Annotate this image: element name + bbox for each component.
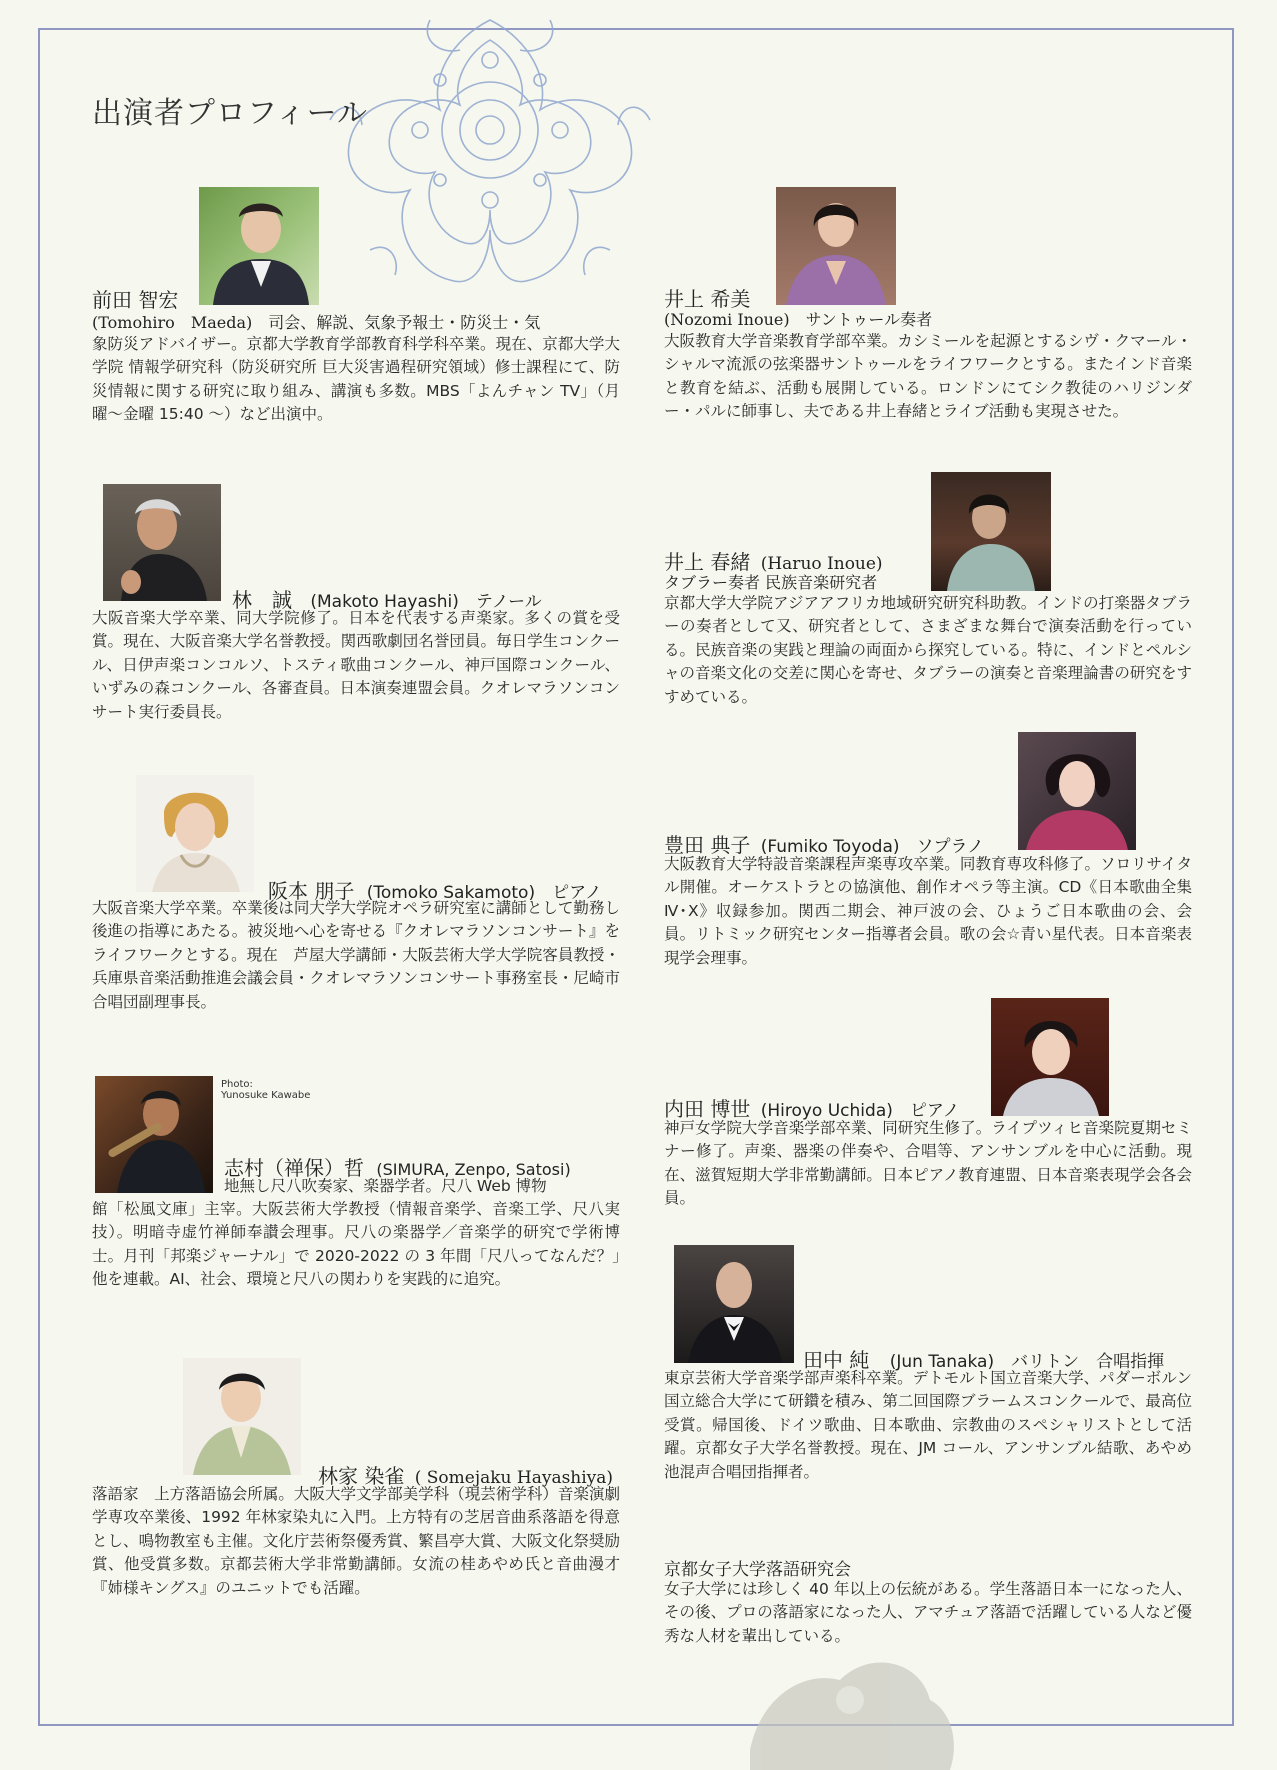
photo-nozomi [776, 187, 896, 305]
name-tanaka: 田中 純 [803, 1348, 870, 1372]
role-sakamoto: (Tomoko Sakamoto) ピアノ [366, 883, 602, 903]
subtitle-haruo: タブラー奏者 民族音楽研究者 [664, 573, 878, 592]
bird-ornament [720, 1640, 980, 1770]
photo-shimura [95, 1076, 213, 1193]
bio-shimura: 館「松風文庫」主宰。大阪芸術大学教授（情報音楽学、音楽工学、尺八実技）。明暗寺虚竹禅師奉讃会理事。尺八の楽器学／音楽学的研究で学術博士。月刊「邦楽ジャーナル」で 2020-2022 の 3 年間「尺八ってなんだ？」他を連載。AI、社会、環境と尺八の関わりを実践的に追究。 [92, 1200, 620, 1289]
photo-tanaka [674, 1245, 794, 1363]
name-rakugo-club: 京都女子大学落語研究会 [664, 1560, 851, 1580]
photo-uchida [991, 998, 1109, 1116]
photo-hayashi [103, 484, 221, 601]
subtitle-maeda: (Tomohiro Maeda) 司会、解説、気象予報士・防災士・気 [92, 313, 541, 332]
name-somejaku: 林家 染雀 [318, 1464, 405, 1488]
photo-maeda [199, 187, 319, 305]
photo-somejaku [183, 1358, 301, 1475]
role-tanaka: (Jun Tanaka) バリトン 合唱指揮 [889, 1352, 1165, 1372]
bio-maeda: 象防災アドバイザー。京都大学教育学部教育科学科卒業。現在、京都大学大学院 情報学研究科（防災研究所 巨大災害過程研究領域）修士課程にて、防災情報に関する研究に取り組み、講演も多数。MBS「よんチャン TV」（月曜〜金曜 15:40 〜）など出演中。 [92, 335, 620, 424]
bio-sakamoto: 大阪音楽大学卒業。卒業後は同大学大学院オペラ研究室に講師として勤務し後進の指導にあたる。被災地へ心を寄せる『クオレマラソンコンサート』をライフワークとする。現在 芦屋大学講師・大阪芸術大学大学院客員教授・兵庫県音楽活動推進会議会員・クオレマラソンコンサート事務室長・尼崎市合唱団副理事長。 [92, 899, 620, 1011]
role-toyoda: (Fumiko Toyoda) ソプラノ [760, 837, 984, 857]
bio-uchida: 神戸女学院大学音楽学部卒業、同研究生修了。ライプツィヒ音楽院夏期セミナー修了。声楽、器楽の伴奏や、合唱等、アンサンブルを中心に活動。現在、滋賀短期大学非常勤講師。日本ピアノ教育連盟、日本音楽表現学会各会員。 [664, 1119, 1192, 1208]
name-haruo: 井上 春緒 [664, 550, 751, 574]
mandala-ornament [300, 0, 720, 310]
bio-haruo: 京都大学大学院アジアアフリカ地域研究研究科助教。インドの打楽器タブラーの奏者として又、研究者として、さまざまな舞台で演奏活動を行っている。民族音楽の実践と理論の両面から探究している。特に、インドとペルシャの音楽文化の交差に関心を寄せ、タブラーの演奏と音楽理論書の研究をすすめている。 [664, 594, 1192, 706]
name-maeda: 前田 智宏 [92, 288, 179, 312]
photo-haruo [931, 472, 1051, 591]
bio-toyoda: 大阪教育大学特設音楽課程声楽専攻卒業。同教育専攻科修了。ソロリサイタル開催。オーケストラとの協演他、創作オペラ等主演。CD《日本歌曲全集Ⅳ･Ⅹ》収録参加。関西二期会、神戸波の会、ひょうご日本歌曲の会、会員。リトミック研究センター指導者会員。歌の会☆青い星代表。日本音楽表現学会理事。 [664, 855, 1192, 967]
name-toyoda: 豊田 典子 [664, 833, 751, 857]
role-hayashi: (Makoto Hayashi) テノール [310, 592, 542, 612]
bio-hayashi: 大阪音楽大学卒業、同大学院修了。日本を代表する声楽家。多くの賞を受賞。現在、大阪音楽大学名誉教授。関西歌劇団名誉団員。毎日学生コンクール、日伊声楽コンコルソ、トスティ歌曲コンクール、神戸国際コンクール、いずみの森コンクール、各審査員。日本演奏連盟会員。クオレマラソンコンサート実行委員長。 [92, 609, 620, 721]
page-title: 出演者プロフィール [92, 96, 368, 131]
name-sakamoto: 阪本 朋子 [268, 879, 355, 903]
photo-credit-label: Photo: [221, 1079, 253, 1090]
bio-nozomi: 大阪教育大学音楽教育学部卒業。カシミールを起源とするシヴ・クマール・シャルマ流派の弦楽器サントゥールをライフワークとする。またインド音楽と教育を結ぶ、活動も展開している。ロンドンにてシク教徒のハリジンダー・パルに師事し、夫である井上春緒とライブ活動も実現させた。 [664, 332, 1192, 421]
subtitle-nozomi: (Nozomi Inoue) サントゥール奏者 [664, 310, 933, 329]
name-uchida: 内田 博世 [664, 1097, 751, 1121]
bio-shimura-first: 地無し尺八吹奏家、楽器学者。尺八 Web 博物 [224, 1177, 547, 1195]
role-haruo: (Haruo Inoue) [760, 554, 883, 574]
bio-somejaku: 落語家 上方落語協会所属。大阪大学文学部美学科（現芸術学科）音楽演劇学専攻卒業後、1992 年林家染丸に入門。上方特有の芝居音曲系落語を得意とし、鳴物教室も主催。文化庁芸術祭優秀賞、繁昌亭大賞、大阪文化祭奨励賞、他受賞多数。京都芸術大学非常勤講師。女流の桂あやめ氏と音曲漫才『姉様キングス』のユニットでも活躍。 [92, 1485, 620, 1597]
name-nozomi: 井上 希美 [664, 287, 751, 311]
bio-rakugo-club: 女子大学には珍しく 40 年以上の伝統がある。学生落語日本一になった人、その後、プロの落語家になった人、アマチュア落語で活躍している人など優秀な人材を輩出している。 [664, 1580, 1192, 1645]
photo-sakamoto [136, 775, 254, 892]
photo-credit-name: Yunosuke Kawabe [221, 1090, 311, 1101]
name-hayashi: 林 誠 [232, 588, 292, 612]
role-uchida: (Hiroyo Uchida) ピアノ [760, 1101, 960, 1121]
role-somejaku: ( Somejaku Hayashiya) [414, 1468, 614, 1488]
name-shimura: 志村（禅保）哲 [224, 1156, 364, 1180]
photo-toyoda [1018, 732, 1136, 850]
bio-tanaka: 東京芸術大学音楽学部声楽科卒業。デトモルト国立音楽大学、パダーボルン国立総合大学にて研鑽を積み、第二回国際ブラームスコンクールで、最高位受賞。帰国後、ドイツ歌曲、日本歌曲、宗教曲のスペシャリストとして活躍。京都女子大学名誉教授。現在、JM コール、アンサンブル結歌、あやめ池混声合唱団指揮者。 [664, 1369, 1192, 1481]
role-shimura: (SIMURA, Zenpo, Satosi) [376, 1160, 571, 1179]
photo-credit-shimura [221, 1079, 310, 1101]
